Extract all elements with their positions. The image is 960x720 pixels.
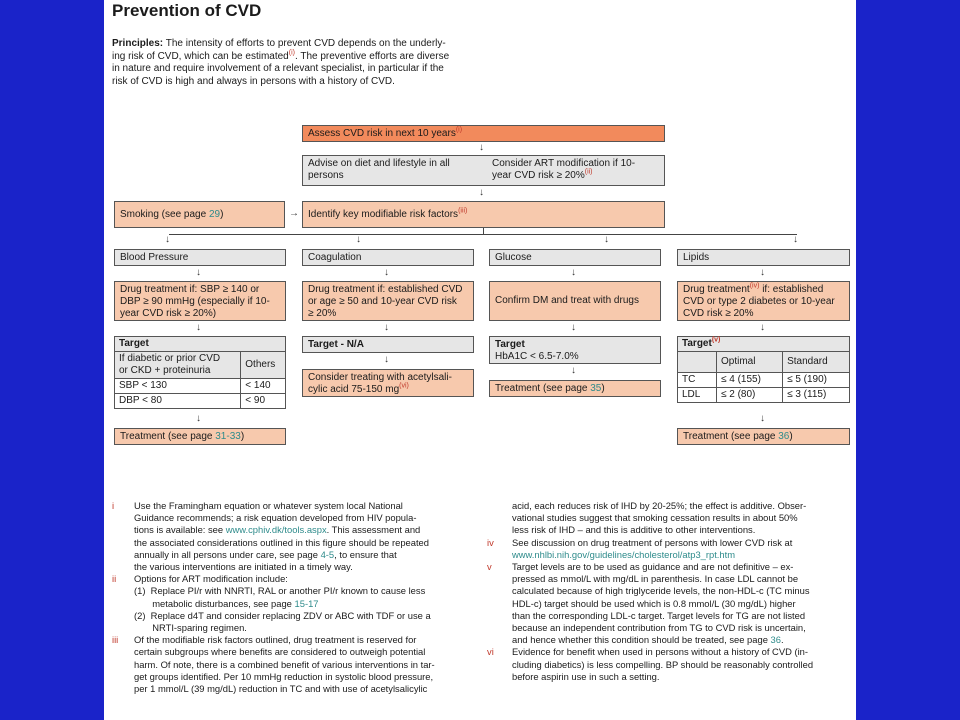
glucose-treatment-box [489, 380, 661, 397]
footnote-text: Evidence for benefit when used in persons without a history of CVD (in- [512, 646, 808, 658]
footnote-ref: (iii) [458, 207, 468, 215]
page-title: Prevention of CVD [112, 1, 262, 20]
advise-line: persons [308, 170, 344, 181]
page-link[interactable]: 31-33 [215, 431, 241, 442]
identify-risk-box [302, 201, 665, 228]
footnote-line [134, 500, 403, 512]
arrow-down-icon: ↓ [793, 234, 798, 245]
footnote-marker: i [112, 500, 115, 511]
coag-drug-line: or age ≥ 50 and 10-year CVD risk [308, 296, 457, 307]
arrow-down-icon: ↓ [384, 354, 389, 365]
footnote-text: Guidance recommends; a risk equation developed from HIV popula- [134, 512, 417, 524]
consider-line: Consider ART modification if 10- [492, 158, 636, 169]
footnote-text: the various interventions are initiated in a timely way. [134, 561, 353, 572]
glucose-target-box [489, 336, 661, 364]
arrow-down-icon: ↓ [196, 267, 201, 278]
arrow-down-icon: ↓ [760, 322, 765, 333]
footnote-text: pressed as mmol/L with mg/dL in parenthesis. In case LDL cannot be [512, 573, 799, 585]
footnote-marker: vi [487, 646, 494, 658]
footnote-line [134, 561, 353, 573]
footnote-line [512, 598, 796, 610]
footnote-ref: (i) [455, 126, 463, 134]
footnote-line [512, 585, 810, 597]
document-page [104, 0, 856, 720]
footnote-text: get groups identified. Per 10 mmHg reduction in systolic blood pressure, [134, 670, 434, 682]
footnote-line [134, 537, 429, 549]
footnote-line [512, 573, 798, 585]
lipids-drug-line: if: established [759, 284, 824, 295]
footnote-text: because an independent contribution from TG to CVD risk is uncertain, [512, 622, 806, 633]
table-cell: TC [678, 373, 717, 388]
footnote-line [134, 524, 420, 536]
lipids-drug-line: CVD or type 2 diabetes or 10-year [683, 296, 835, 307]
lipids-drug-treatment-box [677, 281, 850, 321]
principles-line: ing risk of CVD, which can be estimated [112, 50, 289, 62]
coag-drug-line: Drug treatment if: established CVD [308, 284, 463, 295]
arrow-down-icon: ↓ [384, 267, 389, 278]
arrow-down-icon: ↓ [571, 267, 576, 278]
footnote-text: vational studies suggest that smoking cessation results in about 50% [512, 512, 798, 524]
footnote-text: Target levels are to be used as guidance and are not definitive – ex- [512, 561, 794, 572]
lipids-target-header [678, 337, 850, 352]
footnote-line [134, 622, 247, 634]
footnote-text: , to ensure that [334, 548, 397, 560]
footnote-text: and hence whether this condition should be treated, see page [512, 634, 771, 646]
footnote-line [134, 634, 416, 646]
lipids-treatment-box [677, 428, 850, 445]
footnote-link[interactable]: 36 [770, 634, 781, 646]
footnote-text: less risk of IHD – and this is additive to other interventions. [512, 524, 756, 536]
footnote-text: Options for ART modification include: [134, 573, 288, 585]
footnote-ref: (v) [711, 336, 721, 344]
glucose-target-header: Target [495, 339, 525, 350]
principles-line: risk of CVD is high and always in persons with a history of CVD. [112, 75, 395, 87]
footnote-text: the associated considerations outlined in this figure should be repeated [134, 536, 429, 548]
lipids-target-label: Target [682, 338, 712, 349]
footnote-text: NRTI-sparing regimen. [134, 622, 247, 633]
table-cell: Optimal [717, 352, 783, 373]
bp-target-col1 [115, 352, 241, 379]
lipids-drug-line: Drug treatment [683, 284, 750, 295]
principles-line: The intensity of efforts to prevent CVD depends on the underly- [165, 38, 446, 49]
footnote-line [134, 683, 427, 695]
footnote-line [134, 671, 433, 683]
footnote-text: (1) Replace PI/r with NNRTI, RAL or another PI/r known to cause less [134, 585, 426, 597]
principles-line: in nature and require involvement of a relevant specialist, in particular if the [112, 63, 444, 74]
advise-line: Advise on diet and lifestyle in all [308, 158, 450, 169]
page-link[interactable]: 35 [590, 383, 602, 394]
table-cell: < 90 [241, 394, 286, 409]
smoking-label: Smoking (see page [120, 209, 209, 220]
principles-line: . The preventive efforts are diverse [294, 50, 450, 62]
footnote-marker: iii [112, 634, 119, 646]
footnote-line [512, 537, 792, 549]
footnote-text: than the corresponding LDL-c target. Target levels for TG are not listed [512, 609, 806, 621]
bp-drug-treatment-box [114, 281, 286, 321]
coag-drug-line: ≥ 20% [308, 308, 337, 319]
advise-consider-box [302, 155, 665, 186]
footnote-text: . This assessment and [326, 524, 421, 536]
footnote-line [512, 659, 813, 671]
identify-label: Identify key modifiable risk factors [308, 209, 459, 220]
footnote-marker: iv [487, 536, 494, 548]
table-cell: ≤ 5 (190) [783, 373, 850, 388]
footnote-line [134, 646, 425, 658]
arrow-down-icon: ↓ [196, 413, 201, 424]
connector-line [169, 234, 797, 235]
page-link[interactable]: 36 [778, 431, 790, 442]
arrow-down-icon: ↓ [196, 322, 201, 333]
bp-drug-line: Drug treatment if: SBP ≥ 140 or [120, 284, 260, 295]
footnote-link[interactable]: 4-5 [320, 548, 335, 560]
footnote-line [512, 646, 808, 658]
footnote-ref: (iv) [749, 282, 760, 290]
footnote-text: Of the modifiable risk factors outlined, drug treatment is reserved for [134, 634, 417, 646]
arrow-down-icon: ↓ [479, 187, 484, 198]
table-cell: DBP < 80 [115, 394, 241, 409]
footnote-ref: (vi) [399, 382, 409, 390]
table-cell: ≤ 3 (115) [783, 388, 850, 403]
footnote-line [512, 500, 806, 512]
coag-consider-line: cylic acid 75-150 mg [308, 384, 400, 395]
arrow-down-icon: ↓ [165, 234, 170, 245]
footnote-marker: v [487, 561, 492, 572]
footnote-line [512, 524, 755, 536]
assess-risk-label: Assess CVD risk in next 10 years [308, 128, 456, 139]
coag-consider-line: Consider treating with acetylsali- [308, 372, 452, 383]
footnote-ref: (ii) [584, 168, 593, 176]
footnote-text: acid, each reduces risk of IHD by 20-25%; the effect is additive. Obser- [512, 500, 807, 511]
footnote-line [512, 622, 806, 634]
footnote-text: cluding diabetics) is less compelling. BP should be reasonably controlled [512, 658, 814, 670]
arrow-right-icon: → [289, 208, 299, 219]
footnote-text: annually in all persons under care, see page [134, 548, 321, 560]
treatment-label-end: ) [789, 431, 793, 442]
coagulation-column-header: Coagulation [302, 249, 474, 266]
footnote-text: HDL-c) target should be used which is 0.8 mmol/L (30 mg/dL) higher [512, 597, 796, 609]
bp-drug-line: DBP ≥ 90 mmHg (especially if 10- [120, 296, 270, 307]
footnote-line [134, 598, 319, 610]
footnote-line [512, 549, 735, 561]
lipids-column-header: Lipids [677, 249, 850, 266]
footnote-line [134, 610, 431, 622]
table-cell: < 140 [241, 379, 286, 394]
footnote-marker: ii [112, 573, 117, 585]
coag-target-box: Target - N/A [302, 336, 474, 353]
table-cell [678, 352, 717, 373]
table-cell: ≤ 4 (155) [717, 373, 783, 388]
arrow-down-icon: ↓ [571, 322, 576, 333]
table-cell: SBP < 130 [115, 379, 241, 394]
footnote-text: per 1 mmol/L (39 mg/dL) reduction in TC and with use of acetylsalicylic [134, 683, 428, 694]
footnote-line [512, 634, 784, 646]
footnote-text: metabolic disturbances, see page [134, 597, 295, 609]
footnote-line [512, 561, 793, 573]
footnote-line [134, 573, 288, 585]
treatment-label-end: ) [601, 383, 605, 394]
table-cell: LDL [678, 388, 717, 403]
footnote-text: . [780, 634, 784, 646]
arrow-down-icon: ↓ [479, 142, 484, 153]
assess-risk-box [302, 125, 665, 142]
footnote-text: before aspirin use in such a setting. [512, 670, 660, 682]
bp-target-col2: Others [241, 352, 286, 379]
footnote-link[interactable]: www.cphiv.dk/tools.aspx [225, 524, 327, 536]
footnote-text: certain subgroups where benefits are considered to outweigh potential [134, 646, 426, 658]
footnote-line [512, 610, 805, 622]
treatment-label-end: ) [240, 431, 245, 442]
arrow-down-icon: ↓ [571, 365, 576, 376]
footnote-text: See discussion on drug treatment of persons with lower CVD risk at [512, 536, 793, 548]
principles-paragraph: Principles: The intensity of efforts to prevent CVD depends on the underly- ing risk of CVD, which can be estimated$^{(i)}$. The preventive efforts are diverse in nature and require involvement of a relevant specialist, in particular if the risk of CVD is high and always in persons with a history of CVD. [112, 38, 812, 88]
glucose-target-value: HbA1C < 6.5-7.0% [495, 351, 579, 362]
consider-art-text [492, 158, 635, 182]
bp-target-col1-line: If diabetic or prior CVD [119, 353, 221, 364]
footnote-line [134, 585, 425, 597]
bp-target-col1-line: or CKD + proteinuria [119, 365, 211, 376]
glucose-column-header: Glucose [489, 249, 661, 266]
treatment-label: Treatment (see page [495, 383, 591, 394]
footnote-text: harm. Of note, there is a combined benefit of various interventions in tar- [134, 658, 435, 670]
bp-drug-line: year CVD risk ≥ 20%) [120, 308, 217, 319]
table-cell: Standard [783, 352, 850, 373]
footnote-text: calculated because of high triglyceride levels, the non-HDL-c (TC minus [512, 585, 810, 597]
smoking-label-end: ) [220, 209, 224, 220]
footnote-line [134, 659, 435, 671]
smoking-box [114, 201, 285, 228]
bp-column-header: Blood Pressure [114, 249, 286, 266]
footnote-line [512, 671, 659, 683]
bp-target-header: Target [115, 337, 286, 352]
page-link[interactable]: 29 [208, 209, 221, 220]
glucose-drug-treatment-box: Confirm DM and treat with drugs [489, 281, 661, 321]
principles-label: Principles: [112, 38, 164, 49]
footnote-line [134, 549, 397, 561]
lipids-drug-line: CVD risk ≥ 20% [683, 308, 754, 319]
arrow-down-icon: ↓ [760, 413, 765, 424]
lipids-target-table [677, 336, 850, 403]
footnote-text: Use the Framingham equation or whatever system local National [134, 500, 403, 511]
footnote-line [512, 512, 798, 524]
table-cell: ≤ 2 (80) [717, 388, 783, 403]
coag-consider-box [302, 369, 474, 397]
footnote-link[interactable]: www.nhlbi.nih.gov/guidelines/cholesterol/atp3_rpt.htm [512, 548, 736, 560]
arrow-down-icon: ↓ [760, 267, 765, 278]
treatment-label: Treatment (see page [120, 431, 216, 442]
arrow-down-icon: ↓ [384, 322, 389, 333]
advise-text [308, 158, 450, 182]
arrow-down-icon: ↓ [604, 234, 609, 245]
treatment-label: Treatment (see page [683, 431, 779, 442]
bp-target-table [114, 336, 286, 409]
arrow-down-icon: ↓ [356, 234, 361, 245]
footnote-line [134, 512, 416, 524]
footnote-text: tions is available: see [134, 524, 226, 536]
consider-line: year CVD risk ≥ 20% [492, 170, 585, 181]
footnote-link[interactable]: 15-17 [294, 597, 319, 609]
footnote-text: (2) Replace d4T and consider replacing ZDV or ABC with TDF or use a [134, 609, 431, 621]
bp-treatment-box [114, 428, 286, 445]
coag-drug-treatment-box [302, 281, 474, 321]
